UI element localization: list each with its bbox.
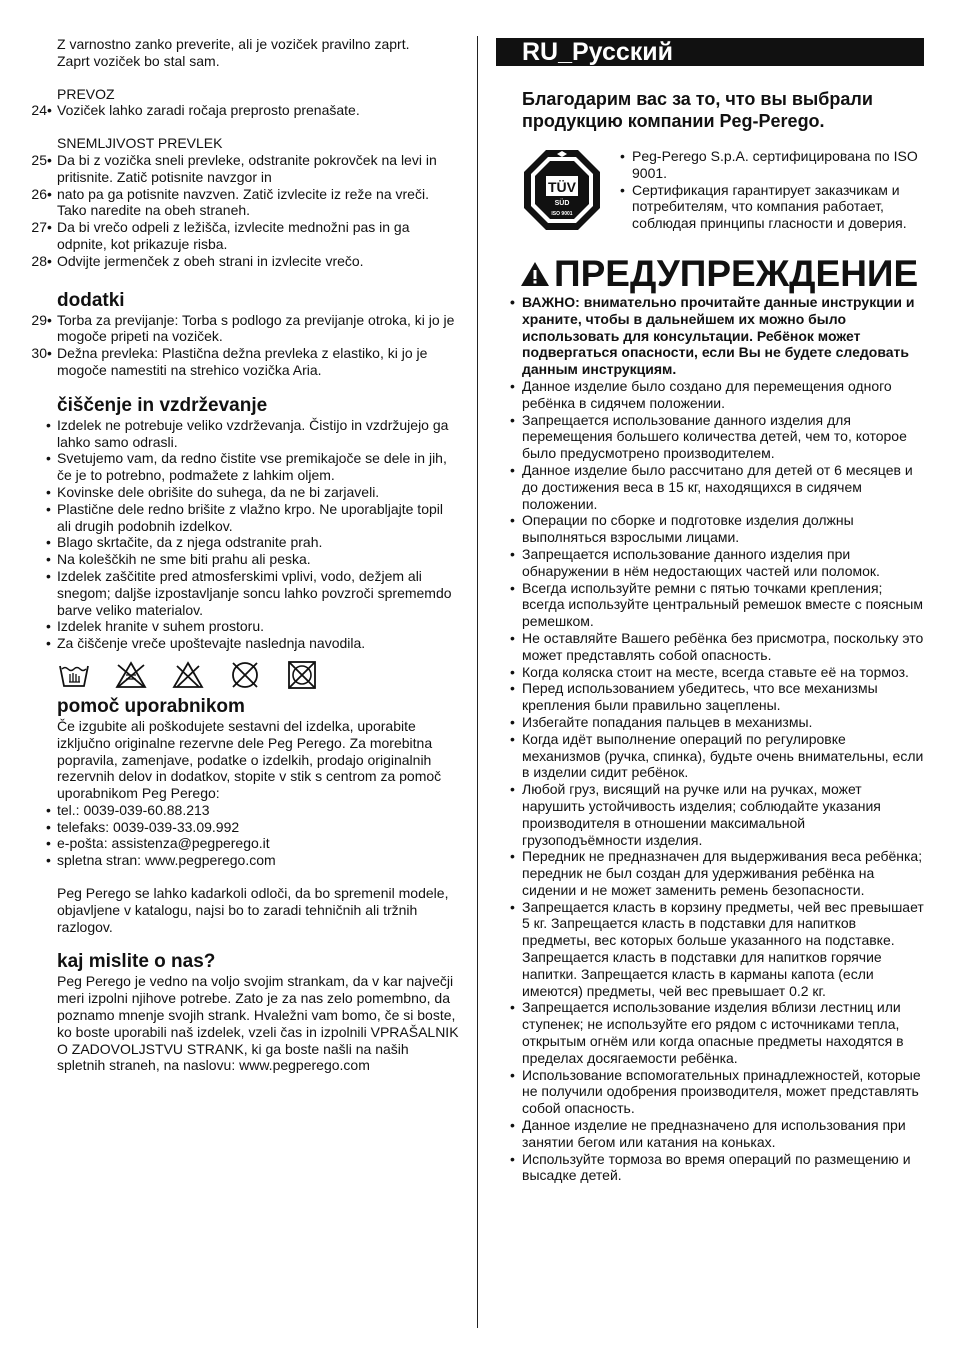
dodatki-list bbox=[30, 312, 460, 379]
item-text: Voziček lahko zaradi ročaja preprosto prenašate. bbox=[57, 102, 360, 119]
list-item: • Plastične dele redno brišite z vlažno krpo. Ne uporabljajte topil ali drugih podobnih izdelkov. bbox=[57, 501, 460, 535]
list-item: • Kovinske dele obrišite do suhega, da ne bi zarjaveli. bbox=[57, 484, 460, 501]
warning-list bbox=[496, 294, 924, 1184]
list-item: • Избегайте попадания пальцев в механизмы. bbox=[522, 714, 924, 731]
item-number: 24 bbox=[31, 102, 47, 119]
column-divider bbox=[477, 36, 478, 1328]
ciscenje-title: čiščenje in vzdrževanje bbox=[57, 394, 268, 416]
prevoz-heading: PREVOZ bbox=[57, 85, 115, 102]
warning-triangle-icon bbox=[520, 260, 550, 288]
item-number: 26 bbox=[31, 185, 47, 202]
pomoc-title: pomoč uporabnikom bbox=[57, 695, 245, 717]
list-item: 27• Da bi vrečo odpeli z ležišča, izvlecite mednožni pas in ga odpnite, kot prikazuje risba. bbox=[30, 219, 460, 253]
thanks-heading: Благодарим вас за то, что вы выбрали продукцию компании Peg-Perego. bbox=[522, 89, 873, 131]
list-item: • Когда идёт выполнение операций по регулировке механизмов (ручка, спинка), будьте очень внимательны, если в изделии сидит ребёнок. bbox=[522, 731, 924, 781]
item-number: 30 bbox=[31, 345, 47, 362]
pomoc-contacts bbox=[30, 802, 460, 869]
dodatki-title: dodatki bbox=[57, 289, 125, 311]
logo-sud-text: SÜD bbox=[554, 200, 570, 207]
list-item: 24• Voziček lahko zaradi ročaja preprosto prenašate. bbox=[30, 102, 460, 119]
language-header: RU_Русский bbox=[496, 38, 924, 66]
item-number: 27 bbox=[31, 219, 47, 236]
contact-website: • spletna stran: www.pegperego.com bbox=[57, 852, 460, 869]
list-item: • Данное изделие было создано для перемещения одного ребёнка в сидячем положении. bbox=[522, 378, 924, 412]
list-item: • Использование вспомогательных принадлежностей, которые не получили одобрения производителя, может представлять собой опасность. bbox=[522, 1067, 924, 1117]
certification-block bbox=[496, 148, 924, 232]
list-item: • Blago skrtačite, da z njega odstranite prah. bbox=[57, 534, 460, 551]
warning-title bbox=[496, 254, 924, 294]
list-item: 28• Odvijte jermenček z obeh strani in izvlecite vrečo. bbox=[30, 253, 460, 270]
no-bleach-icon bbox=[115, 660, 147, 690]
no-dry-clean-icon bbox=[229, 660, 261, 690]
no-tumble-dry-icon bbox=[286, 660, 318, 690]
list-item: • Операции по сборке и подготовке изделия должны выполняться взрослыми лицами. bbox=[522, 512, 924, 546]
list-item: • Перед использованием убедитесь, что все механизмы крепления были правильно зацеплены. bbox=[522, 680, 924, 714]
warning-title-text: ПРЕДУПРЕЖДЕНИЕ bbox=[554, 253, 919, 294]
care-symbols bbox=[30, 660, 460, 690]
contact-fax: • telefaks: 0039-039-33.09.992 bbox=[57, 819, 460, 836]
item-text: Odvijte jermenček z obeh strani in izvlecite vrečo. bbox=[57, 252, 364, 269]
list-item: • Izdelek ne potrebuje veliko vzdrževanja. Čistijo in vzdržujejo ga lahko samo odrasli. bbox=[57, 417, 460, 451]
kaj-text: Peg Perego je vedno na voljo svojim strankam, da v kar največji meri izpolni njihove potrebe. Zato je za nas zelo pomembno, da poznamo mnenje svojih strank. Hvaležni vam bomo, če si boste, ko boste uporabili naš izdelek, vzeli čas in izpolnili VPRAŠALNIK O ZADOVOLJSTVU STRANK, ki ga boste našli na naših spletnih straneh, na naslovu: www.pegperego.com bbox=[57, 973, 459, 1074]
item-text: Da bi vrečo odpeli z ležišča, izvlecite mednožni pas in ga odpnite, kot prikazuje risba. bbox=[57, 219, 410, 252]
list-item: • Данное изделие не предназначено для использования при занятии бегом или катания на коньках. bbox=[522, 1117, 924, 1151]
hand-wash-icon bbox=[58, 660, 90, 690]
item-number: 29 bbox=[31, 311, 47, 328]
list-item: • Za čiščenje vreče upoštevajte naslednja navodila. bbox=[57, 635, 460, 652]
list-item: 30• Dežna prevleka: Plastična dežna prevleka z elastiko, ki jo je mogoče namestiti na strehico vozička Aria. bbox=[30, 345, 460, 379]
list-item: • Передник не предназначен для выдерживания веса ребёнка; передник не был создан для удерживания ребёнка на сидении и не может заменить ремень безопасности. bbox=[522, 848, 924, 898]
list-item: • Запрещается класть в корзину предметы, чей вес превышает 5 кг. Запрещается класть в подставки для напитков предметы, вес которых больше указанного на подставке. Запрещается класть в подставки для напитков горячие напитки. Запрещается класть в карманы капота (если имеются) предметы, чей вес превышает 0.2 кг. bbox=[522, 899, 924, 1000]
list-item: • Izdelek hranite v suhem prostoru. bbox=[57, 618, 460, 635]
right-column bbox=[496, 38, 924, 1184]
warning-important: • ВАЖНО: внимательно прочитайте данные инструкции и храните, чтобы в дальнейшем их можно было использовать для консультации. Ребёнок может подвергаться опасности, если Вы не будете следовать данным инструкциям. bbox=[522, 294, 924, 378]
list-item: • Любой груз, висящий на ручке или на ручках, может нарушить устойчивость изделия; соблюдайте указания производителя в отношении максимальной грузоподъёмности изделия. bbox=[522, 781, 924, 848]
item-text: Dežna prevleka: Plastična dežna prevleka z elastiko, ki jo je mogoče namestiti na strehico vozička Aria. bbox=[57, 345, 428, 378]
list-item: • Всегда используйте ремни с пятью точками крепления; всегда используйте центральный ремешок вместе с поясным ремешком. bbox=[522, 580, 924, 630]
item-number: 25 bbox=[31, 151, 47, 168]
list-item: • Используйте тормоза во время операций по размещению и высадке детей. bbox=[522, 1151, 924, 1185]
ciscenje-list bbox=[30, 417, 460, 652]
item-text: Da bi z vozička sneli prevleke, odstranite pokrovček na levi in pritisnite. Zatič potisnite navzgor in bbox=[57, 151, 437, 185]
item-text: nato pa ga potisnite navzven. Zatič izvlecite iz reže na vreči. Tako naredite na obeh straneh. bbox=[57, 185, 429, 219]
item-number: 28 bbox=[31, 252, 47, 269]
pomoc-text: Če izgubite ali poškodujete sestavni del izdelka, uporabite izključno originalne rezervne dele Peg Perego. Za morebitna popravila, zamenjave, podatke o izdelkih, prodajo originalnih rezervnih delov in dodatkov, stopite v stik s centrom za pomoč uporabnikom Peg Perego: bbox=[57, 717, 442, 802]
logo-iso-text: ISO 9001 bbox=[551, 211, 573, 217]
list-item: 25• Da bi z vozička sneli prevleke, odstranite pokrovček na levi in pritisnite. Zatič potisnite navzgor in bbox=[30, 152, 460, 186]
list-item: • Peg-Perego S.p.A. сертифицирована по ISO 9001. bbox=[632, 148, 924, 182]
list-item: • Запрещается использование данного изделия для перемещения большего количества детей, чем то, которое было предусмотрено производителем. bbox=[522, 412, 924, 462]
list-item: • Когда коляска стоит на месте, всегда ставьте её на тормоз. bbox=[522, 664, 924, 681]
list-item: 26• nato pa ga potisnite navzven. Zatič izvlecite iz reže na vreči. Tako naredite na obeh straneh. bbox=[30, 186, 460, 220]
list-item: • Na koleščkih ne sme biti prahu ali peska. bbox=[57, 551, 460, 568]
pomoc-note: Peg Perego se lahko kadarkoli odloči, da bo spremenil modele, objavljene v katalogu, najsi bo to zaradi tehničnih ali tržnih razlogov. bbox=[57, 885, 449, 935]
logo-tuv-text: TÜV bbox=[548, 179, 576, 195]
list-item: • Svetujemo vam, da redno čistite vse premikajoče se dele in jih, če je to potrebno, podmažete z lahkim oljem. bbox=[57, 450, 460, 484]
item-text: Torba za previjanje: Torba s podlogo za previjanje otroka, ki jo je mogoče pripeti na voziček. bbox=[57, 311, 455, 345]
list-item: • Не оставляйте Вашего ребёнка без присмотра, поскольку это может представлять собой опасность. bbox=[522, 630, 924, 664]
list-item: • Данное изделие было рассчитано для детей от 6 месяцев и до достижения веса в 15 кг, находящихся в сидячем положении. bbox=[522, 462, 924, 512]
list-item: • Запрещается использование данного изделия при обнаружении в нём недостающих частей или поломок. bbox=[522, 546, 924, 580]
snemljivost-list bbox=[30, 152, 460, 270]
list-item: • Запрещается использование изделия вблизи лестниц или ступенек; не используйте его рядом с источниками тепла, открытым огнём или когда опасные предметы находятся в пределах досягаемости ребёнка. bbox=[522, 999, 924, 1066]
list-item: 29• Torba za previjanje: Torba s podlogo za previjanje otroka, ki jo je mogoče pripeti na voziček. bbox=[30, 312, 460, 346]
prevoz-list bbox=[30, 102, 460, 119]
kaj-title: kaj mislite o nas? bbox=[57, 951, 216, 973]
snemljivost-heading: SNEMLJIVOST PREVLEK bbox=[57, 135, 223, 152]
contact-email: • e-pošta: assistenza@pegperego.it bbox=[57, 835, 460, 852]
tuv-certification-logo bbox=[522, 148, 602, 232]
contact-phone: • tel.: 0039-039-60.88.213 bbox=[57, 802, 460, 819]
list-item: • Сертификация гарантирует заказчикам и потребителям, что компания работает, соблюдая принципы гласности и доверия. bbox=[632, 182, 924, 232]
cert-list bbox=[602, 148, 924, 232]
list-item: • Izdelek zaščitite pred atmosferskimi vplivi, vodo, dežjem ali snegom; daljše izpostavljanje soncu lahko povzroči sprememdo barve veliko materialov. bbox=[57, 568, 460, 618]
no-bleach-icon bbox=[172, 660, 204, 690]
left-column bbox=[30, 36, 460, 1074]
intro-line: Zaprt voziček bo stal sam. bbox=[57, 52, 220, 69]
intro-line: Z varnostno zanko preverite, ali je voziček pravilno zaprt. bbox=[57, 36, 410, 52]
